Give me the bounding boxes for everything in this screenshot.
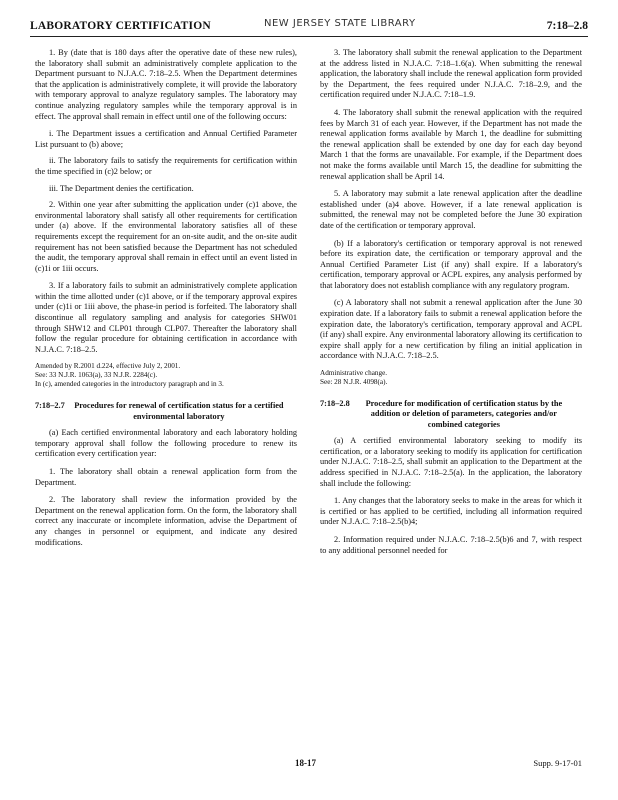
note-line: Amended by R.2001 d.224, effective July 2, 2001. [35,362,181,371]
paragraph: 3. If a laboratory fails to submit an administratively complete application within the time allotted under (c)1 above, or if the temporary approval expires under (c)1i or 1iii above, the phase-in period is forfeited. The laboratory shall discontinue all regulatory sampling and analysis for categories SHW01 through SHW12 and CLP01 through CLP07. Thereafter the laboratory shall follow the regular procedure for obtaining certification in accordance with N.J.A.C. 7:18–2.5. [35,281,297,354]
header-title: LABORATORY CERTIFICATION [30,20,211,32]
paragraph: iii. The Department denies the certification. [49,183,194,193]
section-title: Procedure for modification of certification status by the addition or deletion of parameters, categories and/or combined categories [365,399,563,429]
paragraph: (c) A laboratory shall not submit a renewal application after the June 30 expiration date. If a laboratory fails to submit a renewal application before the expiration date, the laboratory's certification, temporary approval and ACPL (if any) shall expire. Any environmental laboratory allowing its certification to expire shall apply for a new certification by filing an initial application in accordance with N.J.A.C. 7:18–2.5. [320,298,582,361]
note-line: See: 28 N.J.R. 4098(a). [320,378,388,387]
section-number: 7:18–2.8 [320,399,350,409]
section-heading [320,399,582,430]
administrative-note [320,369,582,387]
section-heading [35,401,297,422]
paragraph: 1. The laboratory shall obtain a renewal application form from the Department. [35,467,297,487]
note-line: Administrative change. [320,369,388,378]
header-section-number: 7:18–2.8 [546,20,588,32]
paragraph: ii. The laboratory fails to satisfy the requirements for certification within the time specified in (c)2 below; or [35,156,297,176]
paragraph: 2. Within one year after submitting the application under (c)1 above, the environmental laboratory shall satisfy all other requirements for certification under (a) above. If the environmental laboratory satisfies all of these requirements except the requirement for an on-site audit, and the on-site audit requirement has not been satisfied because the Department has not scheduled the audit, the temporary approval shall remain in effect until an event listed in (c)1i or 1iii occurs. [35,200,297,273]
paragraph: 4. The laboratory shall submit the renewal application with the required fees by March 31 of each year. However, if the Department has not made the renewal application forms available by March 1, the deadline for submitting the renewal application shall be extended by one day for each day beyond March 1 that the forms are unavailable. For example, if the Department does not make the forms available until March 15, the deadline for submitting the renewal application shall be April 14. [320,107,582,181]
section-number: 7:18–2.7 [35,401,65,411]
paragraph: (a) A certified environmental laboratory seeking to modify its certification, or a laboratory seeking to modify its application for certification under N.J.A.C. 7:18–2.5, shall submit an application to the Department at the address specified in N.J.A.C. 7:18–2.5(a). In the application, the laboratory shall include the following: [320,436,582,488]
note-line: See: 33 N.J.R. 1063(a), 33 N.J.R. 2284(c). [35,371,158,380]
paragraph: 3. The laboratory shall submit the renewal application to the Department at the address listed in N.J.A.C. 7:18–1.6(a). When submitting the renewal application, the laboratory shall include the renewal application form provided by the Department, the fees required under N.J.A.C. 7:18–2.9, and the certification required under N.J.A.C. 7:18–1.9. [320,48,582,100]
section-title: Procedures for renewal of certification status for a certified environmental laboratory [74,401,284,421]
library-stamp: NEW JERSEY STATE LIBRARY [264,18,416,29]
paragraph: i. The Department issues a certification and Annual Certified Parameter List pursuant to (b) above; [35,129,297,149]
paragraph: 1. Any changes that the laboratory seeks to make in the areas for which it is certified or has applied to be certified, including all information required under N.J.A.C. 7:18–2.5(b)4; [320,496,582,527]
supplement-date: Supp. 9-17-01 [533,758,582,768]
paragraph: (b) If a laboratory's certification or temporary approval is not renewed before its expiration date, the certification or temporary approval and the Annual Certified Parameter List (if any) shall expire. If a laboratory's certification, temporary approval or ACPL expires, any analysis performed by that laboratory does not establish compliance with any regulatory program. [320,238,582,290]
paragraph: 5. A laboratory may submit a late renewal application after the deadline established under (a)4 above. However, if a late renewal application is submitted, the renewal may not be completed before the June 30 expiration date of the certification or temporary approval. [320,189,582,230]
amendment-note [35,362,297,389]
page-number: 18-17 [295,758,316,768]
paragraph: 2. Information required under N.J.A.C. 7:18–2.5(b)6 and 7, with respect to any additional personnel needed for [320,535,582,555]
note-line: In (c), amended categories in the introductory paragraph and in 3. [35,380,224,389]
paragraph: (a) Each certified environmental laboratory and each laboratory holding temporary approval shall follow the following procedure to renew its certification every certification year: [35,428,297,459]
left-column [35,48,297,555]
paragraph: 1. By (date that is 180 days after the operative date of these new rules), the laboratory shall submit an administratively complete application to the Department pursuant to N.J.A.C. 7:18–2.5. When the Department determines that the application is administratively complete, it will provide the laboratory with temporary approval to analyze regulatory samples. The laboratory may continue analyzing regulatory samples while the temporary approval is in effect. The approval shall remain in effect until one of the following occurs: [35,48,297,121]
paragraph: 2. The laboratory shall review the information provided by the Department on the renewal application form. On the form, the laboratory shall correct any inaccurate or incomplete information, advise the Department of any changes in personnel or equipment, and indicate any desired modifications. [35,495,297,547]
right-column [320,48,582,563]
running-header [30,18,588,37]
